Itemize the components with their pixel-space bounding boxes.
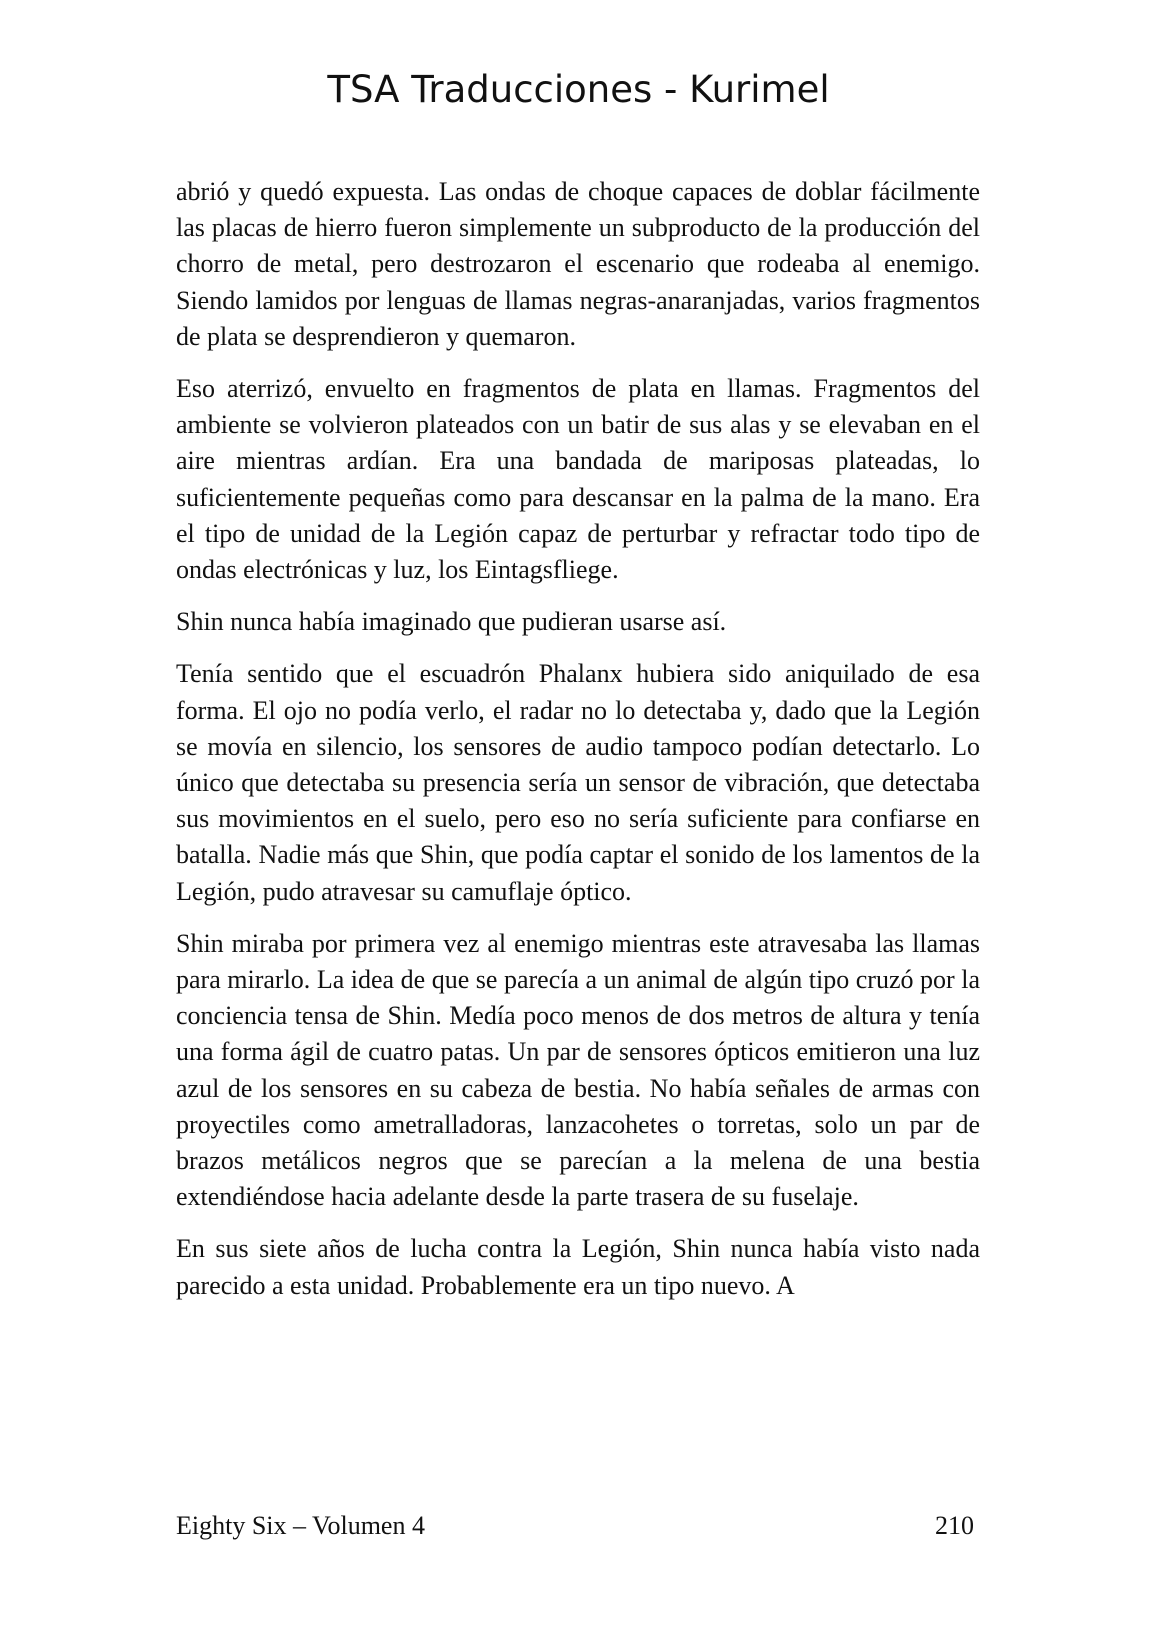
body-text (176, 174, 980, 1304)
paragraph: Eso aterrizó, envuelto en fragmentos de plata en llamas. Fragmentos del ambiente se volvieron plateados con un batir de sus alas y se elevaban en el aire mientras ardían. Era una bandada de mariposas plateadas, lo suficientemente pequeñas como para descansar en la palma de la mano. Era el tipo de unidad de la Legión capaz de perturbar y refractar todo tipo de ondas electrónicas y luz, los Eintagsfliege. (176, 374, 980, 585)
paragraph: En sus siete años de lucha contra la Legión, Shin nunca había visto nada parecido a esta unidad. Probablemente era un tipo nuevo. A (176, 1234, 980, 1300)
paragraph: Tenía sentido que el escuadrón Phalanx hubiera sido aniquilado de esa forma. El ojo no podía verlo, el radar no lo detectaba y, dado que la Legión se movía en silencio, los sensores de audio tampoco podían detectarlo. Lo único que detectaba su presencia sería un sensor de vibración, que detectaba sus movimientos en el suelo, pero eso no sería suficiente para confiarse en batalla. Nadie más que Shin, que podía captar el sonido de los lamentos de la Legión, pudo atravesar su camuflaje óptico. (176, 659, 980, 906)
footer-book-title: Eighty Six – Volumen 4 (176, 1511, 425, 1540)
page-footer (176, 1508, 980, 1544)
paragraph: Shin miraba por primera vez al enemigo mientras este atravesaba las llamas para mirarlo. La idea de que se parecía a un animal de algún tipo cruzó por la conciencia tensa de Shin. Medía poco menos de dos metros de altura y tenía una forma ágil de cuatro patas. Un par de sensores ópticos emitieron una luz azul de los sensores en su cabeza de bestia. No había señales de armas con proyectiles como ametralladoras, lanzacohetes o torretas, solo un par de brazos metálicos negros que se parecían a la melena de una bestia extendiéndose hacia adelante desde la parte trasera de su fuselaje. (176, 928, 980, 1212)
page-header-title: TSA Traducciones - Kurimel (327, 68, 830, 111)
paragraph: Shin nunca había imaginado que pudieran usarse así. (176, 607, 727, 637)
page-number: 210 (935, 1511, 974, 1540)
paragraph: abrió y quedó expuesta. Las ondas de choque capaces de doblar fácilmente las placas de hierro fueron simplemente un subproducto de la producción del chorro de metal, pero destrozaron el escenario que rodeaba al enemigo. Siendo lamidos por lenguas de llamas negras-anaranjadas, varios fragmentos de plata se desprendieron y quemaron. (176, 177, 980, 351)
